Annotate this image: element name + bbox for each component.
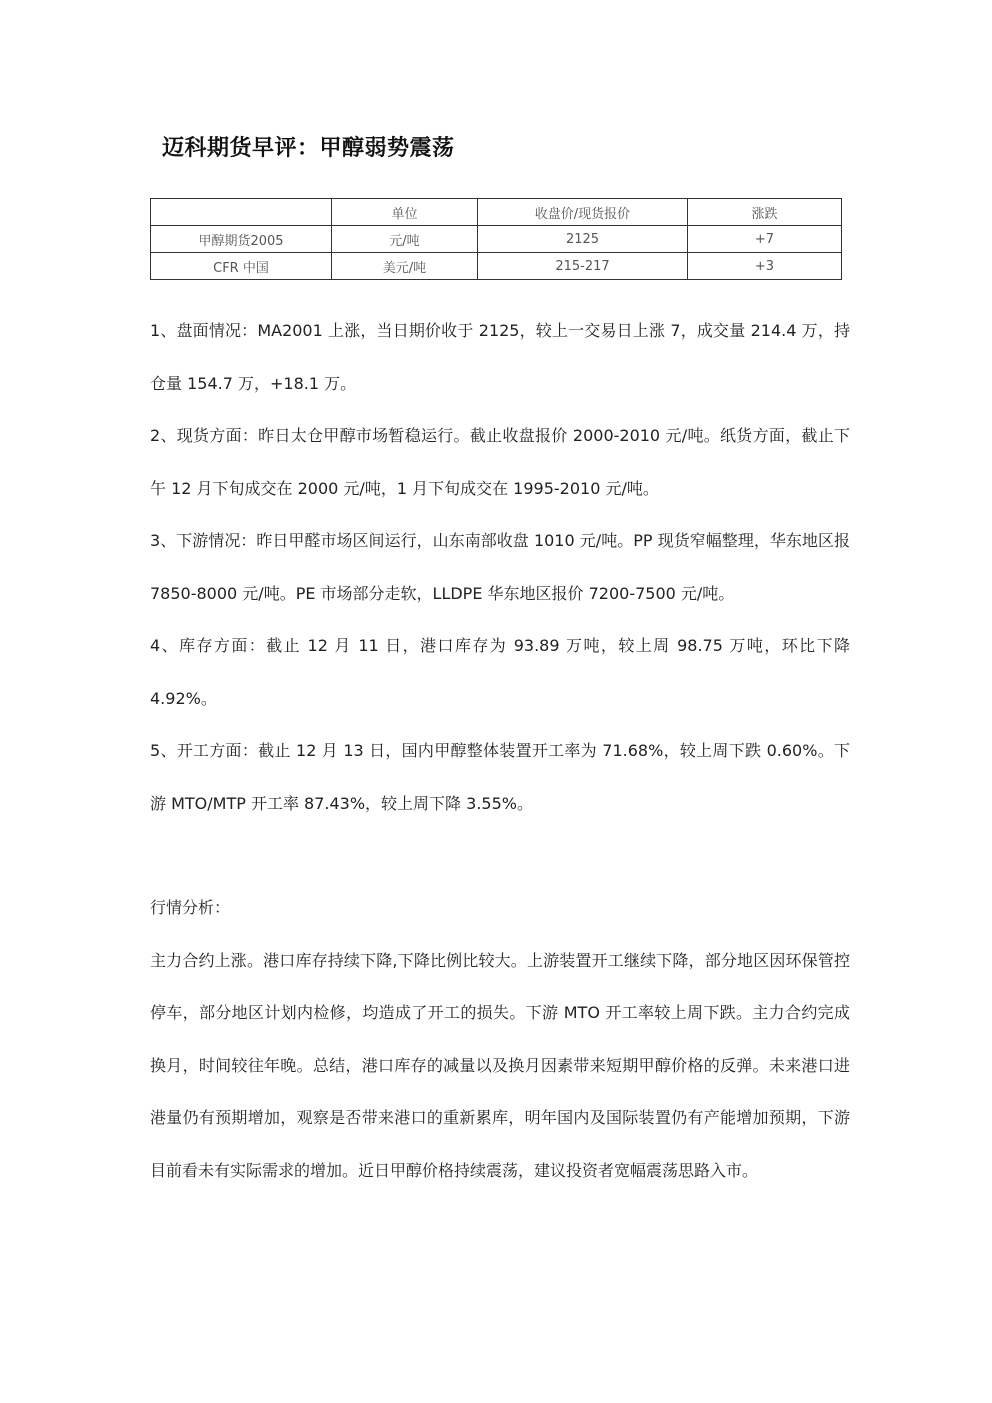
paragraph-market: 1、盘面情况：MA2001 上涨，当日期价收于 2125，较上一交易日上涨 7，成交量 214.4 万，持仓量 154.7 万，+18.1 万。 (150, 321, 850, 393)
table-header-row (151, 199, 842, 226)
analysis-heading: 行情分析： (150, 898, 231, 917)
report-body (150, 305, 856, 1197)
analysis-body: 主力合约上涨。港口库存持续下降,下降比例比较大。上游装置开工继续下降，部分地区因环保管控停车，部分地区计划内检修，均造成了开工的损失。下游 MTO 开工率较上周下跌。主力合约完成换月，时间较往年晚。总结，港口库存的减量以及换月因素带来短期甲醇价格的反弹。未来港口进港量仍有预期增加，观察是否带来港口的重新累库，明年国内及国际装置仍有产能增加预期，下游目前看未有实际需求的增加。近日甲醇价格持续震荡，建议投资者宽幅震荡思路入市。 (150, 950, 850, 1180)
table-row (151, 226, 842, 253)
paragraph-inventory: 4、库存方面：截止 12 月 11 日，港口库存为 93.89 万吨，较上周 98.75 万吨，环比下降 4.92%。 (150, 636, 856, 708)
table-cell: +7 (688, 226, 842, 253)
table-cell: 美元/吨 (332, 253, 478, 280)
paragraph-spot: 2、现货方面：昨日太仓甲醇市场暂稳运行。截止收盘报价 2000-2010 元/吨。纸货方面，截止下午 12 月下旬成交在 2000 元/吨，1 月下旬成交在 1995-2010 元/吨。 (150, 426, 850, 498)
section-spacer (150, 830, 850, 882)
table-row (151, 253, 842, 280)
table-header-cell: 收盘价/现货报价 (478, 199, 688, 226)
table-cell: 215-217 (478, 253, 688, 280)
table-cell: 甲醇期货2005 (151, 226, 332, 253)
table-header-cell: 涨跌 (688, 199, 842, 226)
price-table (150, 198, 842, 280)
paragraph-downstream: 3、下游情况：昨日甲醛市场区间运行，山东南部收盘 1010 元/吨。PP 现货窄幅整理，华东地区报 7850-8000 元/吨。PE 市场部分走软，LLDPE 华东地区报价 7200-7500 元/吨。 (150, 531, 856, 603)
table-cell: CFR 中国 (151, 253, 332, 280)
table-cell: +3 (688, 253, 842, 280)
paragraph-operating-rate: 5、开工方面：截止 12 月 13 日，国内甲醇整体装置开工率为 71.68%，较上周下跌 0.60%。下游 MTO/MTP 开工率 87.43%，较上周下降 3.55%。 (150, 741, 850, 813)
table-cell: 元/吨 (332, 226, 478, 253)
table-cell: 2125 (478, 226, 688, 253)
page-title: 迈科期货早评：甲醇弱势震荡 (162, 136, 455, 161)
table-header-cell (151, 199, 332, 226)
table-header-cell: 单位 (332, 199, 478, 226)
